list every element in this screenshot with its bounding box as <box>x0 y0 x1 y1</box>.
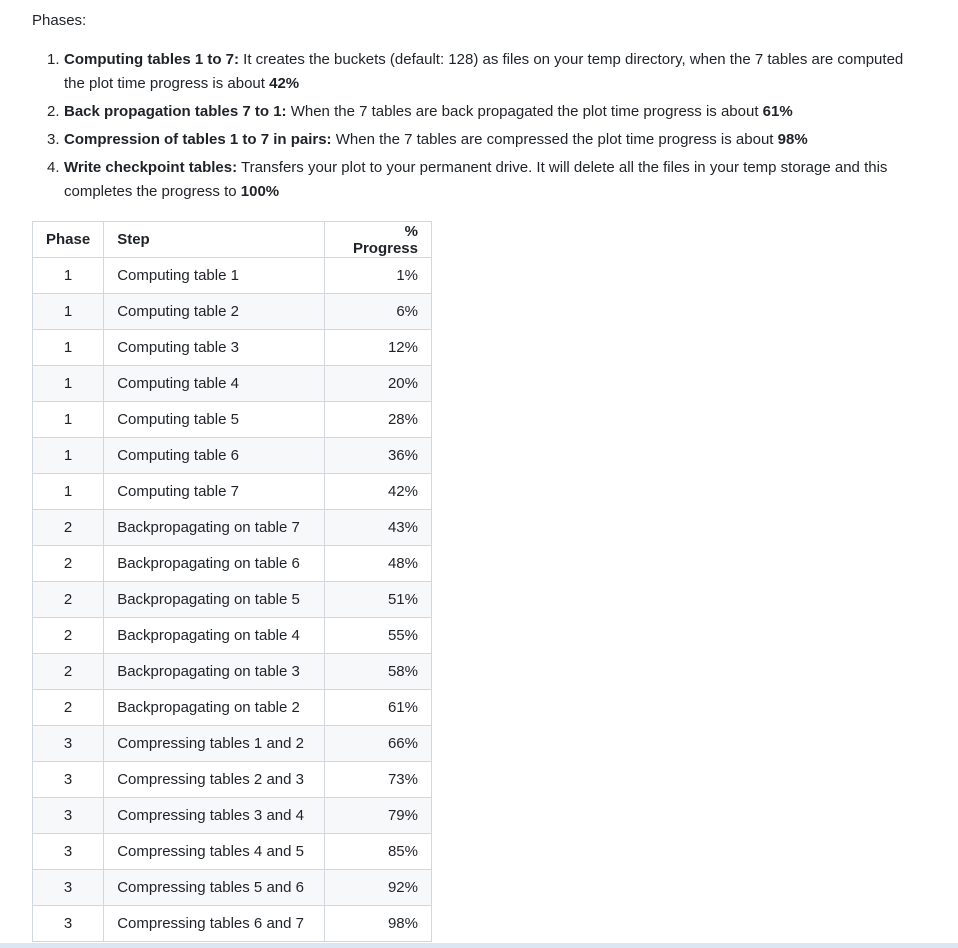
table-row <box>33 726 432 762</box>
cell-phase: 1 <box>33 474 104 510</box>
phase-number: 3. <box>47 131 60 148</box>
column-header-phase: Phase <box>33 222 104 258</box>
table-row <box>33 762 432 798</box>
cell-progress: 36% <box>324 438 432 474</box>
cell-phase: 3 <box>33 834 104 870</box>
cell-step: Compressing tables 4 and 5 <box>104 834 324 870</box>
table-row <box>33 438 432 474</box>
phase-description: Transfers your plot to your permanent drive. It will delete all the files in your temp storage and this completes the progress to <box>64 159 888 200</box>
cell-step: Backpropagating on table 2 <box>104 690 324 726</box>
cell-step: Computing table 5 <box>104 402 324 438</box>
progress-table <box>32 221 432 942</box>
cell-step: Computing table 4 <box>104 366 324 402</box>
phase-percent: 98% <box>777 131 808 148</box>
cell-progress: 6% <box>324 294 432 330</box>
cell-progress: 20% <box>324 366 432 402</box>
cell-step: Computing table 7 <box>104 474 324 510</box>
cell-progress: 1% <box>324 258 432 294</box>
cell-phase: 3 <box>33 870 104 906</box>
cell-step: Compressing tables 1 and 2 <box>104 726 324 762</box>
table-row <box>33 582 432 618</box>
table-row <box>33 366 432 402</box>
cell-progress: 55% <box>324 618 432 654</box>
cell-phase: 1 <box>33 294 104 330</box>
cell-progress: 85% <box>324 834 432 870</box>
cell-phase: 2 <box>33 654 104 690</box>
phase-description: When the 7 tables are back propagated the plot time progress is about <box>286 103 763 120</box>
cell-step: Backpropagating on table 3 <box>104 654 324 690</box>
phase-item <box>47 48 922 96</box>
cell-step: Compressing tables 3 and 4 <box>104 798 324 834</box>
cell-progress: 79% <box>324 798 432 834</box>
phase-description: It creates the buckets (default: 128) as files on your temp directory, when the 7 tables are computed the plot time progress is about <box>64 51 904 92</box>
table-row <box>33 330 432 366</box>
phase-description: When the 7 tables are compressed the plot time progress is about <box>331 131 778 148</box>
cell-progress: 42% <box>324 474 432 510</box>
phase-percent: 42% <box>269 75 300 92</box>
phase-item <box>47 100 922 124</box>
phase-title: Write checkpoint tables: <box>64 159 238 176</box>
cell-progress: 51% <box>324 582 432 618</box>
cell-step: Compressing tables 5 and 6 <box>104 870 324 906</box>
cell-phase: 3 <box>33 906 104 942</box>
phase-item <box>47 156 922 204</box>
phase-item <box>47 128 922 152</box>
table-row <box>33 654 432 690</box>
cell-phase: 1 <box>33 402 104 438</box>
phase-number: 1. <box>47 51 60 68</box>
cell-step: Backpropagating on table 7 <box>104 510 324 546</box>
column-header-progress: % Progress <box>324 222 432 258</box>
cell-phase: 2 <box>33 582 104 618</box>
phase-list <box>32 48 922 208</box>
cell-progress: 66% <box>324 726 432 762</box>
cell-progress: 28% <box>324 402 432 438</box>
table-row <box>33 258 432 294</box>
phase-title: Compression of tables 1 to 7 in pairs: <box>64 131 332 148</box>
cell-progress: 43% <box>324 510 432 546</box>
cell-step: Backpropagating on table 6 <box>104 546 324 582</box>
table-row <box>33 690 432 726</box>
cell-step: Compressing tables 2 and 3 <box>104 762 324 798</box>
cell-step: Computing table 6 <box>104 438 324 474</box>
cell-progress: 92% <box>324 870 432 906</box>
table-row <box>33 294 432 330</box>
cell-phase: 1 <box>33 366 104 402</box>
table-row <box>33 546 432 582</box>
cell-progress: 98% <box>324 906 432 942</box>
table-row <box>33 906 432 942</box>
table-body <box>33 258 432 942</box>
phase-number: 4. <box>47 159 60 176</box>
progress-table-container <box>32 221 432 948</box>
cell-progress: 48% <box>324 546 432 582</box>
cell-phase: 2 <box>33 546 104 582</box>
phase-title: Back propagation tables 7 to 1: <box>64 103 287 120</box>
table-row <box>33 510 432 546</box>
table-row <box>33 798 432 834</box>
cell-progress: 12% <box>324 330 432 366</box>
cell-step: Backpropagating on table 5 <box>104 582 324 618</box>
table-row <box>33 834 432 870</box>
phase-number: 2. <box>47 103 60 120</box>
cell-step: Computing table 2 <box>104 294 324 330</box>
phase-title: Computing tables 1 to 7: <box>64 51 240 68</box>
table-row <box>33 402 432 438</box>
bottom-scroll-edge <box>0 943 958 948</box>
phase-percent: 61% <box>762 103 793 120</box>
cell-phase: 1 <box>33 258 104 294</box>
phase-percent: 100% <box>240 183 280 200</box>
column-header-step: Step <box>104 222 324 258</box>
cell-step: Compressing tables 6 and 7 <box>104 906 324 942</box>
intro-heading: Phases: <box>32 12 87 29</box>
cell-phase: 3 <box>33 726 104 762</box>
cell-phase: 3 <box>33 798 104 834</box>
cell-progress: 61% <box>324 690 432 726</box>
cell-step: Computing table 3 <box>104 330 324 366</box>
cell-phase: 2 <box>33 618 104 654</box>
cell-step: Backpropagating on table 4 <box>104 618 324 654</box>
cell-progress: 58% <box>324 654 432 690</box>
table-row <box>33 870 432 906</box>
cell-phase: 3 <box>33 762 104 798</box>
cell-phase: 2 <box>33 690 104 726</box>
cell-phase: 2 <box>33 510 104 546</box>
cell-progress: 73% <box>324 762 432 798</box>
cell-phase: 1 <box>33 438 104 474</box>
table-row <box>33 474 432 510</box>
cell-step: Computing table 1 <box>104 258 324 294</box>
table-header-row <box>33 222 432 258</box>
cell-phase: 1 <box>33 330 104 366</box>
table-row <box>33 618 432 654</box>
